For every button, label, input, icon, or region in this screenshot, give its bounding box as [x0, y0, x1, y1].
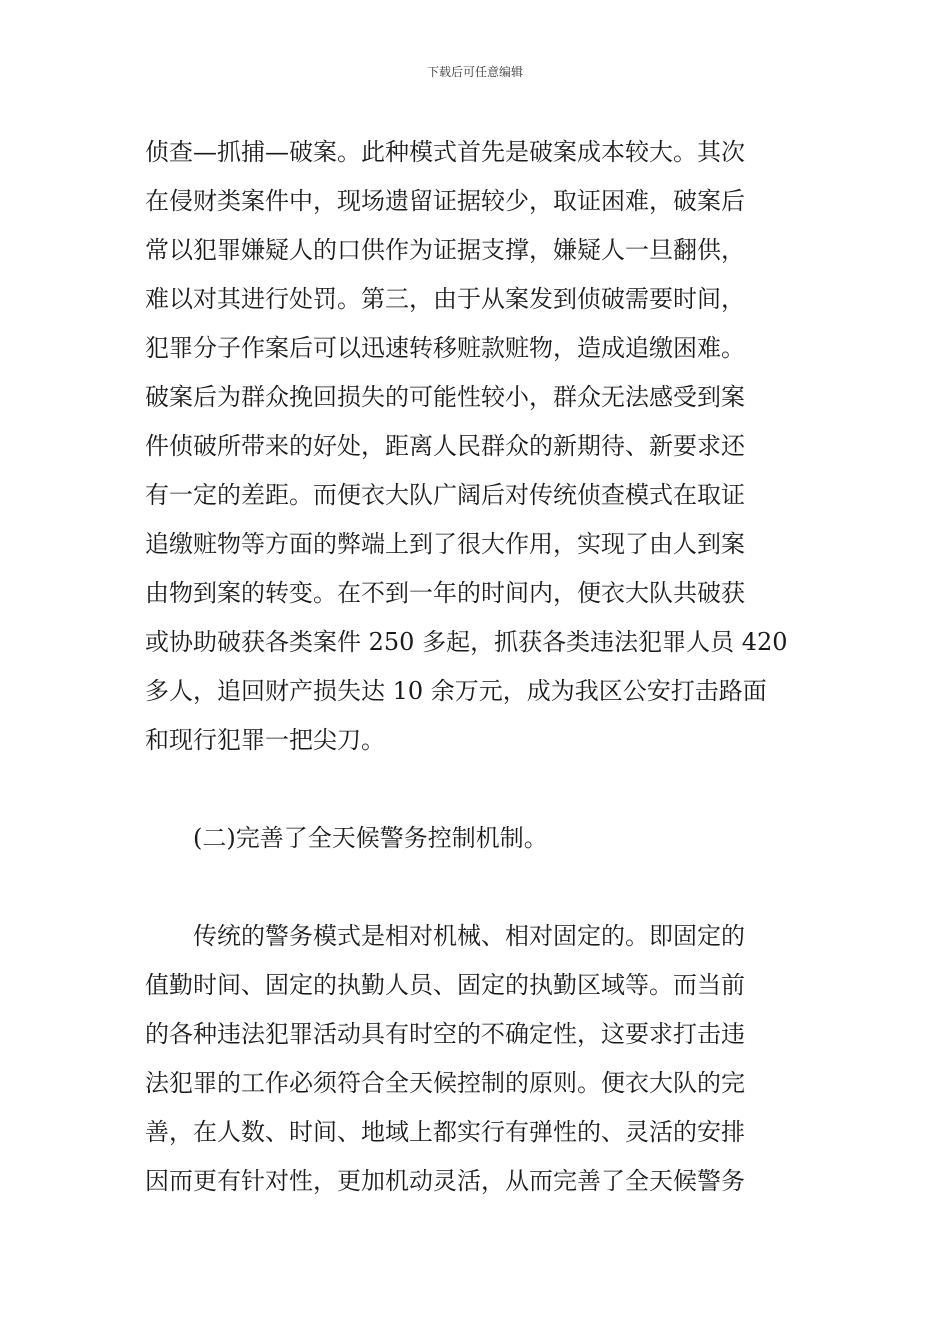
document-body	[145, 128, 807, 1206]
text-line: 犯罪分子作案后可以迅速转移赃款赃物，造成追缴困难。	[145, 334, 745, 362]
text-line: 常以犯罪嫌疑人的口供作为证据支撑，嫌疑人一旦翻供，	[145, 236, 745, 264]
text-line: 传统的警务模式是相对机械、相对固定的。即固定的	[145, 922, 745, 950]
text-line: 善，在人数、时间、地域上都实行有弹性的、灵活的安排	[145, 1118, 745, 1146]
section-heading: (二)完善了全天候警务控制机制。	[145, 824, 548, 852]
text-line: 的各种违法犯罪活动具有时空的不确定性，这要求打击违	[145, 1020, 745, 1048]
text-line: 或协助破获各类案件 250 多起，抓获各类违法犯罪人员 420	[145, 628, 788, 656]
paragraph-gap	[145, 765, 807, 814]
text-line: 件侦破所带来的好处，距离人民群众的新期待、新要求还	[145, 432, 745, 460]
text-line: 破案后为群众挽回损失的可能性较小，群众无法感受到案	[145, 383, 745, 411]
page-header: 下载后可任意编辑	[426, 65, 523, 79]
text-line: 有一定的差距。而便衣大队广阔后对传统侦查模式在取证	[145, 481, 745, 509]
text-line: 多人，追回财产损失达 10 余万元，成为我区公安打击路面	[145, 677, 767, 705]
text-line: 和现行犯罪一把尖刀。	[145, 726, 385, 754]
text-line: 因而更有针对性，更加机动灵活，从而完善了全天候警务	[145, 1167, 745, 1195]
text-line: 侦查—抓捕—破案。此种模式首先是破案成本较大。其次	[145, 138, 745, 166]
text-line: 在侵财类案件中，现场遗留证据较少，取证困难，破案后	[145, 187, 745, 215]
text-line: 追缴赃物等方面的弊端上到了很大作用，实现了由人到案	[145, 530, 745, 558]
text-line: 法犯罪的工作必须符合全天候控制的原则。便衣大队的完	[145, 1069, 745, 1097]
text-line: 值勤时间、固定的执勤人员、固定的执勤区域等。而当前	[145, 971, 745, 999]
text-line: 由物到案的转变。在不到一年的时间内，便衣大队共破获	[145, 579, 745, 607]
text-line: 难以对其进行处罚。第三，由于从案发到侦破需要时间，	[145, 285, 745, 313]
paragraph-gap	[145, 863, 807, 912]
